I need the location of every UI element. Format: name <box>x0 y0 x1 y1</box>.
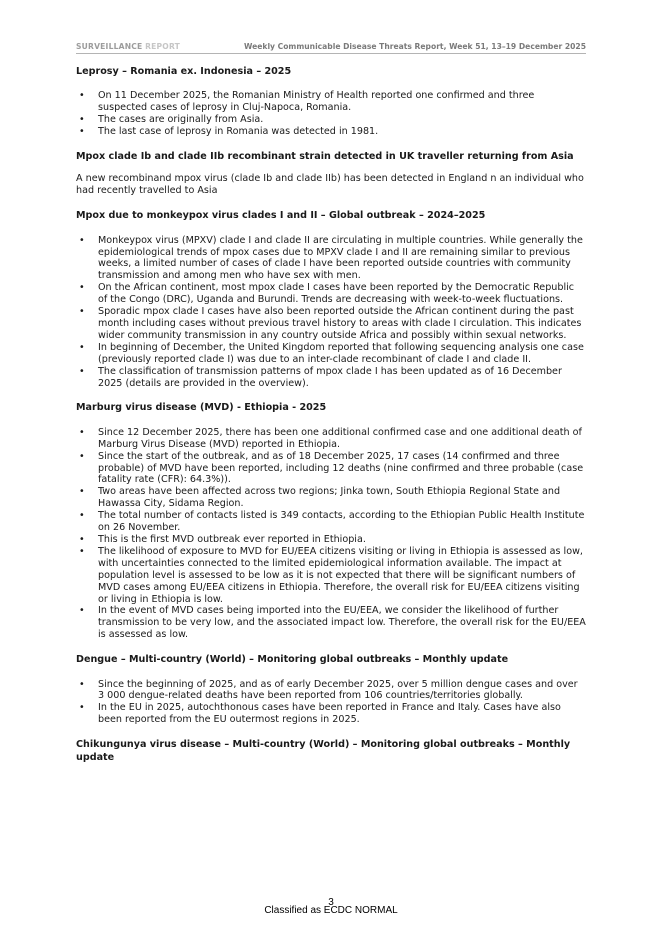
bullet-icon: • <box>79 282 85 294</box>
section-chikungunya <box>76 739 586 764</box>
list-item: • Monkeypox virus (MPXV) clade I and clade II are circulating in multiple countries. While generally the epidemiological trends of mpox cases due to MPXV clade I and II are remaining similar to previous weeks, a limited number of cases of clade I have been reported outside countries with community transmission and among men who have sex with men. <box>79 234 583 282</box>
bullet-list <box>76 90 586 138</box>
section-heading: Marburg virus disease (MVD) - Ethiopia - 2025 <box>76 402 327 414</box>
list-item: • This is the first MVD outbreak ever reported in Ethiopia. <box>79 534 366 545</box>
bullet-icon: • <box>79 90 85 102</box>
list-item: • On the African continent, most mpox clade I cases have been reported by the Democratic Republic of the Congo (DRC), Uganda and Burundi. Trends are decreasing with week-to-week fluctuations. <box>79 282 575 306</box>
list-item: • Since 12 December 2025, there has been one additional confirmed case and one additional death of Marburg Virus Disease (MVD) reported in Ethiopia. <box>79 426 582 450</box>
report-type-label: SURVEILLANCE REPORT <box>76 42 181 51</box>
bullet-icon: • <box>79 234 85 246</box>
section-marburg <box>76 402 586 641</box>
section-dengue <box>76 654 586 726</box>
bullet-icon: • <box>79 534 85 545</box>
bullet-icon: • <box>79 306 85 318</box>
bullet-icon: • <box>79 365 85 377</box>
bullet-icon: • <box>79 702 85 714</box>
classification-label: Classified as ECDC NORMAL <box>264 905 398 916</box>
page-number: 3 <box>328 897 334 908</box>
section-heading: Chikungunya virus disease – Multi-country (World) – Monitoring global outbreaks – Monthly update <box>76 739 571 763</box>
bullet-icon: • <box>79 486 85 498</box>
bullet-icon: • <box>79 510 85 522</box>
list-item: • The classification of transmission patterns of mpox clade I has been updated as of 16 December 2025 (details are provided in the overview). <box>79 365 562 389</box>
bullet-icon: • <box>79 605 85 617</box>
section-mpox-recombinant <box>76 151 586 197</box>
section-mpox-global <box>76 210 586 389</box>
list-item: • The cases are originally from Asia. <box>79 114 264 126</box>
report-title: Weekly Communicable Disease Threats Report, Week 51, 13–19 December 2025 <box>243 42 586 51</box>
bullet-icon: • <box>79 341 85 353</box>
section-heading: Leprosy – Romania ex. Indonesia – 2025 <box>76 66 292 77</box>
list-item: • Two areas have been affected across two regions; Jinka town, South Ethiopia Regional State and Hawassa City, Sidama Region. <box>79 486 561 510</box>
bullet-list <box>76 427 586 641</box>
bullet-icon: • <box>79 114 85 126</box>
list-item: • The total number of contacts listed is 349 contacts, according to the Ethiopian Public Health Institute on 26 November. <box>79 510 585 534</box>
list-item: • In the event of MVD cases being imported into the EU/EEA, we consider the likelihood of further transmission to be very low, and the associated impact low. Therefore, the overall risk for the EU/EEA is assessed as low. <box>79 605 586 641</box>
list-item: • In beginning of December, the United Kingdom reported that following sequencing analysis one case (previously reported clade I) was due to an inter-clade recombinant of clade I and clade II. <box>79 341 584 365</box>
section-heading: Dengue – Multi-country (World) – Monitoring global outbreaks – Monthly update <box>76 654 509 666</box>
bullet-icon: • <box>79 450 85 462</box>
list-item: • In the EU in 2025, autochthonous cases have been reported in France and Italy. Cases have also been reported from the EU outermost regions in 2025. <box>79 702 561 726</box>
section-heading: Mpox clade Ib and clade IIb recombinant strain detected in UK traveller returning from Asia <box>76 151 574 163</box>
list-item: • The last case of leprosy in Romania was detected in 1981. <box>79 126 379 138</box>
list-item: • Since the beginning of 2025, and as of early December 2025, over 5 million dengue cases and over 3 000 dengue-related deaths have been reported from 106 countries/territories globally. <box>79 678 578 702</box>
section-heading: Mpox due to monkeypox virus clades I and II – Global outbreak – 2024–2025 <box>76 210 486 222</box>
bullet-list <box>76 235 586 390</box>
list-item: • On 11 December 2025, the Romanian Ministry of Health reported one confirmed and three suspected cases of leprosy in Cluj-Napoca, Romania. <box>79 90 535 114</box>
report-content <box>76 66 586 772</box>
running-header <box>76 42 586 54</box>
section-leprosy <box>76 66 586 138</box>
section-paragraph: A new recombinand mpox virus (clade Ib and clade IIb) has been detected in England n an individual who had recently travelled to Asia <box>76 173 584 197</box>
bullet-icon: • <box>79 426 85 438</box>
bullet-icon: • <box>79 678 85 690</box>
list-item: • Since the start of the outbreak, and as of 18 December 2025, 17 cases (14 confirmed and three probable) of MVD have been reported, including 12 deaths (nine confirmed and three probable (case fatality rate (CFR): 64.3%)). <box>79 450 584 486</box>
bullet-list <box>76 679 586 727</box>
list-item: • Sporadic mpox clade I cases have also been reported outside the African continent during the past month including cases without previous travel history to areas with clade I circulation. This indicates wider community transmission in any country outside Africa and possibly within sexual networks. <box>79 306 582 341</box>
bullet-icon: • <box>79 545 85 557</box>
bullet-icon: • <box>79 126 85 138</box>
list-item: • The likelihood of exposure to MVD for EU/EEA citizens visiting or living in Ethiopia is assessed as low, with uncertainties connected to the limited epidemiological information available. The impact at population level is assessed to be low as it is not expected that there will be significant numbers of MVD cases among EU/EEA citizens in Ethiopia. Therefore, the overall risk for EU/EEA citizens visiting or living in Ethiopia is low. <box>79 545 583 605</box>
